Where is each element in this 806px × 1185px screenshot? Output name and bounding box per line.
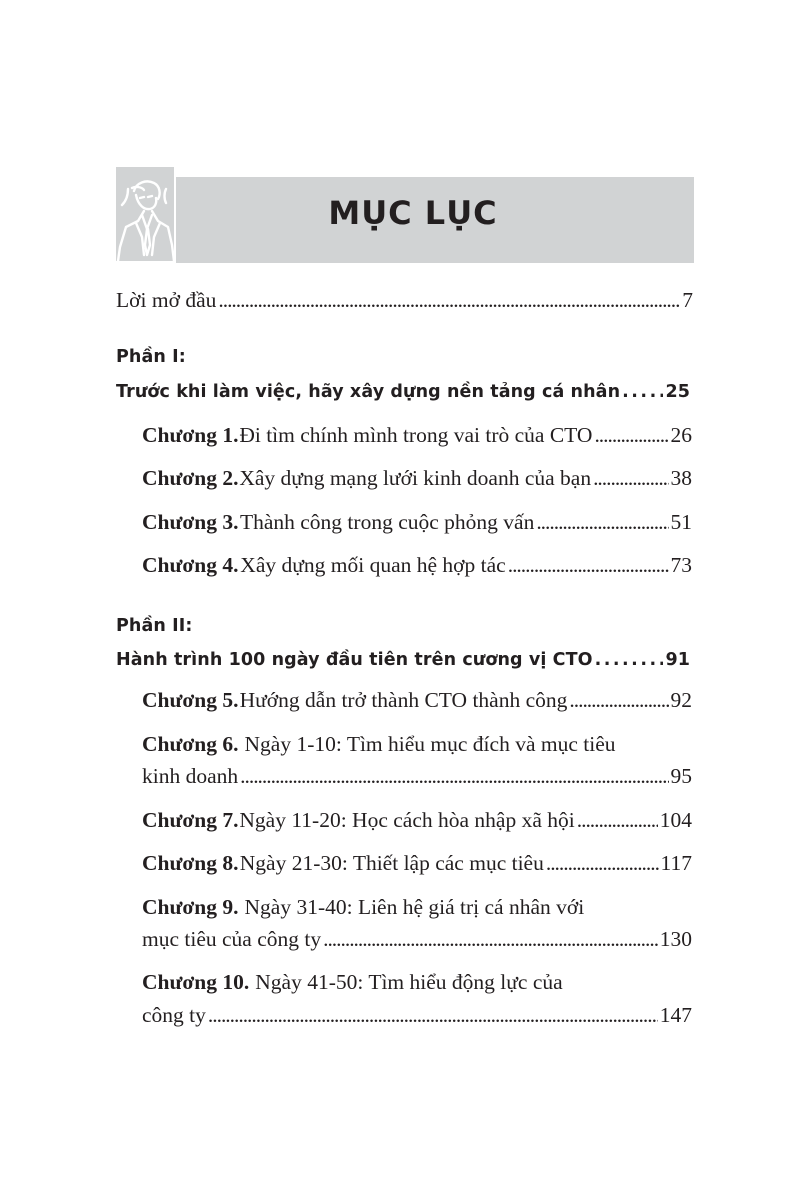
toc-entry-part-1[interactable] <box>116 384 690 402</box>
page-number: 95 <box>670 764 692 788</box>
toc-entry-chapter-4[interactable] <box>142 555 692 577</box>
toc-entry-intro[interactable] <box>116 290 693 312</box>
dot-leader <box>536 512 668 534</box>
page-number: 147 <box>659 1003 692 1027</box>
page-number: 38 <box>670 466 692 490</box>
dot-leader <box>323 929 658 951</box>
part-1-label: Phần I: <box>116 347 186 367</box>
chapter-label: Chương 8. <box>142 851 239 875</box>
page-number: 130 <box>659 927 692 951</box>
page-number: 91 <box>665 650 690 670</box>
page-number: 117 <box>660 851 692 875</box>
page-title: MỤC LỤC <box>328 194 498 232</box>
chapter-label: Chương 6. <box>142 732 239 756</box>
entry-title: Thành công trong cuộc phỏng vấn <box>239 510 535 534</box>
dot-leader <box>240 766 668 788</box>
dot-leader <box>208 1005 658 1027</box>
entry-title: Ngày 21-30: Thiết lập các mục tiêu <box>239 851 544 875</box>
page-number: 73 <box>670 553 692 577</box>
dot-leader <box>218 290 680 312</box>
entry-title: Trước khi làm việc, hãy xây dựng nền tảng cá nhân <box>116 382 621 402</box>
toc-entry-chapter-10[interactable] <box>142 972 563 994</box>
toc-entry-chapter-6[interactable] <box>142 734 616 756</box>
toc-entry-chapter-8[interactable] <box>142 853 692 875</box>
dot-leader <box>577 810 658 832</box>
page-number: 104 <box>659 808 692 832</box>
entry-title: Ngày 11-20: Học cách hòa nhập xã hội <box>239 808 575 832</box>
dot-leader <box>546 853 659 875</box>
entry-title-cont: mục tiêu của công ty <box>142 927 322 951</box>
entry-title-cont: công ty <box>142 1003 206 1027</box>
toc-header <box>114 165 694 263</box>
page-number: 25 <box>665 382 690 402</box>
entry-title: Ngày 1-10: Tìm hiểu mục đích và mục tiêu <box>244 732 616 756</box>
entry-title: Ngày 31-40: Liên hệ giá trị cá nhân với <box>244 895 585 919</box>
page-number: 92 <box>670 688 692 712</box>
toc-entry-chapter-5[interactable] <box>142 690 692 712</box>
chapter-label: Chương 9. <box>142 895 239 919</box>
entry-title-cont: kinh doanh <box>142 764 239 788</box>
entry-title: Hướng dẫn trở thành CTO thành công <box>239 688 568 712</box>
dot-leader <box>594 425 668 447</box>
chapter-label: Chương 4. <box>142 553 239 577</box>
entry-title: Xây dựng mạng lưới kinh doanh của bạn <box>239 466 592 490</box>
toc-entry-chapter-10-cont[interactable] <box>142 1005 692 1027</box>
chapter-label: Chương 10. <box>142 970 250 994</box>
chapter-label: Chương 3. <box>142 510 239 534</box>
toc-entry-chapter-3[interactable] <box>142 512 692 534</box>
chapter-label: Chương 1. <box>142 423 239 447</box>
toc-entry-chapter-1[interactable] <box>142 425 692 447</box>
dot-leader <box>569 690 668 712</box>
part-2-label: Phần II: <box>116 616 193 636</box>
toc-entry-part-2[interactable] <box>116 652 690 670</box>
dot-leader <box>508 555 669 577</box>
chapter-label: Chương 7. <box>142 808 239 832</box>
page-number: 26 <box>670 423 692 447</box>
page-number: 51 <box>670 510 692 534</box>
entry-title: Đi tìm chính mình trong vai trò của CTO <box>239 423 593 447</box>
toc-entry-chapter-9[interactable] <box>142 897 584 919</box>
toc-entry-chapter-7[interactable] <box>142 810 692 832</box>
toc-entry-chapter-2[interactable] <box>142 468 692 490</box>
dot-leader <box>622 384 663 402</box>
entry-title: Lời mở đầu <box>116 288 217 312</box>
dot-leader <box>593 468 668 490</box>
chapter-label: Chương 5. <box>142 688 239 712</box>
dot-leader <box>595 652 664 670</box>
toc-entry-chapter-6-cont[interactable] <box>142 766 692 788</box>
entry-title: Ngày 41-50: Tìm hiểu động lực của <box>255 970 563 994</box>
toc-entry-chapter-9-cont[interactable] <box>142 929 692 951</box>
chapter-label: Chương 2. <box>142 466 239 490</box>
page-number: 7 <box>682 288 693 312</box>
entry-title: Xây dựng mối quan hệ hợp tác <box>240 553 506 577</box>
entry-title: Hành trình 100 ngày đầu tiên trên cương vị CTO <box>116 650 593 670</box>
